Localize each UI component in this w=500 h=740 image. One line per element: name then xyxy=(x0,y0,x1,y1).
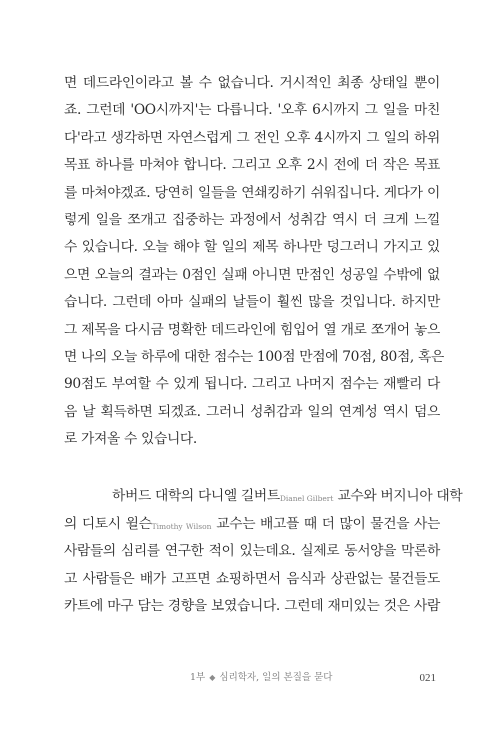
text-run: 교수와 버지니아 대학 xyxy=(333,488,463,505)
chapter-title: 심리학자, 일의 본질을 묻다 xyxy=(219,672,333,683)
text-line: 음 날 획득하면 되겠죠. 그러니 성취감과 일의 연계성 역시 덤으 xyxy=(64,403,440,420)
text-line xyxy=(64,483,463,510)
text-line: 90점도 부여할 수 있게 됩니다. 그리고 나머지 점수는 재빨리 다 xyxy=(64,376,440,393)
text-line: 죠. 그런데 'OO시까지'는 다릅니다. '오후 6시까지 그 일을 마친 xyxy=(64,102,440,119)
text-run: 교수는 배고플 때 더 많이 물건을 사는 xyxy=(211,515,440,532)
body-text xyxy=(64,70,463,620)
text-line: 를 마쳐야겠죠. 당연히 일들을 연쇄킹하기 쉬워집니다. 게다가 이 xyxy=(64,184,440,201)
text-line: 카트에 마구 담는 경향을 보였습니다. 그런데 재미있는 것은 사람 xyxy=(64,598,440,615)
text-line: 다'라고 생각하면 자연스럽게 그 전인 오후 4시까지 그 일의 하위 xyxy=(64,129,440,146)
paragraph-2 xyxy=(64,483,463,620)
paragraph-1 xyxy=(64,70,444,453)
text-line: 렇게 일을 쪼개고 집중하는 과정에서 성취감 역시 더 크게 느낄 xyxy=(64,211,440,228)
text-line: 로 가져올 수 있습니다. xyxy=(64,431,197,448)
text-line: 수 있습니다. 오늘 해야 할 일의 제목 하나만 덩그러니 가지고 있 xyxy=(64,239,440,256)
part-label: 1부 xyxy=(190,672,206,683)
text-line: 습니다. 그런데 아마 실패의 날들이 훨씬 많을 것입니다. 하지만 xyxy=(64,294,440,311)
text-line: 사람들의 심리를 연구한 적이 있는데요. 실제로 동서양을 막론하 xyxy=(64,543,440,560)
paragraph-gap xyxy=(64,453,440,483)
text-line: 고 사람들은 배가 고프면 쇼핑하면서 음식과 상관없는 물건들도 xyxy=(64,570,440,587)
text-run: 의 디토시 윌슨 xyxy=(64,515,152,532)
text-line: 면 나의 오늘 하루에 대한 점수는 100점 만점에 70점, 80점, 혹은 xyxy=(64,348,444,365)
text-line: 으면 오늘의 결과는 0점인 실패 아니면 만점인 성공일 수밖에 없 xyxy=(64,266,440,283)
running-footer xyxy=(190,670,332,686)
text-line: 면 데드라인이라고 볼 수 없습니다. 거시적인 최종 상태일 뿐이 xyxy=(64,75,440,91)
text-line xyxy=(64,511,440,538)
diamond-separator-icon: ◆ xyxy=(209,673,216,682)
text-line: 그 제목을 다시금 명확한 데드라인에 힘입어 열 개로 쪼개어 놓으 xyxy=(64,321,440,338)
name-annotation: Timothy Wilson xyxy=(151,521,212,531)
page-number: 021 xyxy=(419,672,436,684)
text-line: 목표 하나를 마쳐야 합니다. 그리고 오후 2시 전에 더 작은 목표 xyxy=(64,157,440,174)
page-footer xyxy=(0,670,500,686)
name-annotation: Dianel Gilbert xyxy=(279,494,334,504)
text-run: 하버드 대학의 다니엘 길버트 xyxy=(112,488,280,505)
